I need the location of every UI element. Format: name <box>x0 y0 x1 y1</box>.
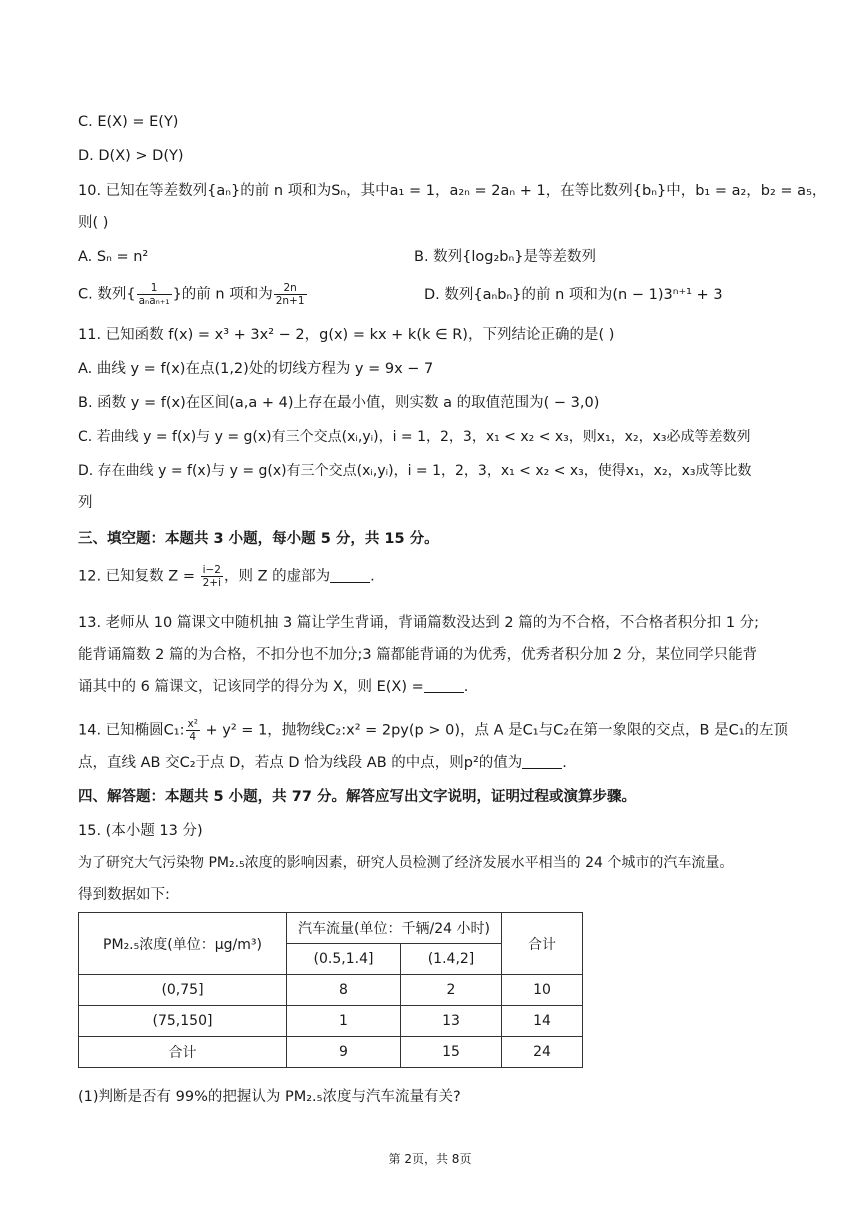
table-cell: 15 <box>401 1037 502 1068</box>
q13-line-1: 13. 老师从 10 篇课文中随机抽 3 篇让学生背诵，背诵篇数没达到 2 篇的为不合格，不合格者积分扣 1 分; <box>78 615 760 631</box>
table-row <box>79 975 583 1006</box>
q12-answer-blank <box>330 568 370 583</box>
table-cell: 10 <box>502 975 583 1006</box>
q10-stem: 10. 已知在等差数列{aₙ}的前 n 项和为Sₙ，其中a₁ = 1，a₂ₙ = 2aₙ + 1，在等比数列{bₙ}中，b₁ = a₂，b₂ = a₅， <box>78 183 827 199</box>
table-cell: (75,150] <box>79 1006 287 1037</box>
q11-option-b: B. 函数 y = f(x)在区间(a,a + 4)上存在最小值，则实数 a 的取值范围为( − 3,0) <box>78 395 600 411</box>
q14-rest: + y² = 1，抛物线C₂:x² = 2py(p > 0)，点 A 是C₁与C₂在第一象限的交点，B 是C₁的左顶 <box>200 722 789 739</box>
q14-fraction <box>186 718 200 743</box>
q15-line-1: 为了研究大气污染物 PM₂.₅浓度的影响因素，研究人员检测了经济发展水平相当的 24 个城市的汽车流量。 <box>78 855 734 871</box>
q12-prefix: 12. 已知复数 Z = <box>78 568 200 585</box>
table-row <box>79 1037 583 1068</box>
table-cell: 合计 <box>79 1037 287 1068</box>
q9-option-c: C. E(X) = E(Y) <box>78 114 179 130</box>
q11-option-d-end: 列 <box>78 495 93 511</box>
q11-stem: 11. 已知函数 f(x) = x³ + 3x² − 2，g(x) = kx + k(k ∈ R)，下列结论正确的是( ) <box>78 327 615 343</box>
q14-answer-blank <box>522 754 562 769</box>
table-row <box>79 1006 583 1037</box>
q15-heading: 15. (本小题 13 分) <box>78 823 203 839</box>
table-corner-header: PM₂.₅浓度(单位：μg/m³) <box>79 913 287 975</box>
table-cell: 2 <box>401 975 502 1006</box>
q12-suffix: ，则 Z 的虚部为 <box>224 568 331 585</box>
q10-option-a: A. Sₙ = n² <box>78 249 149 265</box>
table-sub-header: (0.5,1.4] <box>287 944 401 975</box>
q10-c-frac-den: aₙaₙ₊₁ <box>138 295 170 307</box>
q9-option-d: D. D(X) > D(Y) <box>78 148 184 164</box>
q13-line-2: 能背诵篇数 2 篇的为合格，不扣分也不加分;3 篇都能背诵的为优秀，优秀者积分加 2 分，某位同学只能背 <box>78 647 758 663</box>
q13-end: . <box>463 679 469 695</box>
q10-c-frac-num: 1 <box>137 282 172 295</box>
q13-line-3 <box>78 676 468 698</box>
table-sub-header: (1.4,2] <box>401 944 502 975</box>
table-group-header: 汽车流量(单位：千辆/24 小时) <box>287 913 502 944</box>
table-cell: (0,75] <box>79 975 287 1006</box>
pm25-traffic-table <box>78 912 583 1068</box>
q14-prefix: 14. 已知椭圆C₁: <box>78 722 185 739</box>
q12-fraction <box>201 564 223 589</box>
table-cell: 24 <box>502 1037 583 1068</box>
q13-line-3-text: 诵其中的 6 篇课文，记该同学的得分为 X，则 E(X) = <box>78 679 424 695</box>
q14-frac-num: x² <box>187 718 198 730</box>
q12-frac-den: 2+i <box>202 577 221 589</box>
q10-option-d: D. 数列{aₙbₙ}的前 n 项和为(n − 1)3ⁿ⁺¹ + 3 <box>424 287 723 303</box>
q10-stem-end: 则( ) <box>78 215 109 231</box>
q10-option-c <box>78 282 308 307</box>
q14-line-2 <box>78 752 567 774</box>
q10-c-frac2-den: 2n+1 <box>275 295 305 307</box>
q15-part-1: (1)判断是否有 99%的把握认为 PM₂.₅浓度与汽车流量有关? <box>78 1089 461 1105</box>
q12-frac-num: i−2 <box>202 564 221 576</box>
q15-line-2: 得到数据如下: <box>78 887 170 903</box>
page-footer: 第 2页，共 8页 <box>388 1152 472 1166</box>
q14-line-2-text: 点，直线 AB 交C₂于点 D，若点 D 恰为线段 AB 的中点，则p²的值为 <box>78 755 523 771</box>
q14-line-1 <box>78 718 788 743</box>
table-cell: 14 <box>502 1006 583 1037</box>
q14-end: . <box>562 755 567 771</box>
table-cell: 9 <box>287 1037 401 1068</box>
q14-frac-den: 4 <box>189 731 197 743</box>
q10-c-fraction <box>137 282 172 307</box>
q10-c-fraction-2 <box>274 282 307 307</box>
q12-end: . <box>370 568 375 585</box>
table-cell: 13 <box>401 1006 502 1037</box>
q13-answer-blank <box>424 678 464 693</box>
section-answer-heading: 四、解答题：本题共 5 小题，共 77 分。解答应写出文字说明，证明过程或演算步骤。 <box>78 789 636 805</box>
table-total-header: 合计 <box>502 913 583 975</box>
q10-c-mid: }的前 n 项和为 <box>172 286 273 303</box>
q10-c-frac2-num: 2n <box>274 282 307 295</box>
q11-option-c: C. 若曲线 y = f(x)与 y = g(x)有三个交点(xᵢ,yᵢ)，i = 1，2，3，x₁ < x₂ < x₃，则x₁，x₂，x₃必成等差数列 <box>78 429 751 445</box>
table-cell: 8 <box>287 975 401 1006</box>
q10-c-prefix: C. 数列{ <box>78 286 136 303</box>
q11-option-a: A. 曲线 y = f(x)在点(1,2)处的切线方程为 y = 9x − 7 <box>78 361 434 377</box>
q11-option-d: D. 存在曲线 y = f(x)与 y = g(x)有三个交点(xᵢ,yᵢ)，i = 1，2，3，x₁ < x₂ < x₃，使得x₁，x₂，x₃成等比数 <box>78 463 752 479</box>
q12 <box>78 564 375 589</box>
q10-option-b: B. 数列{log₂bₙ}是等差数列 <box>414 249 597 265</box>
table-cell: 1 <box>287 1006 401 1037</box>
section-fill-in-heading: 三、填空题：本题共 3 小题，每小题 5 分，共 15 分。 <box>78 531 439 547</box>
